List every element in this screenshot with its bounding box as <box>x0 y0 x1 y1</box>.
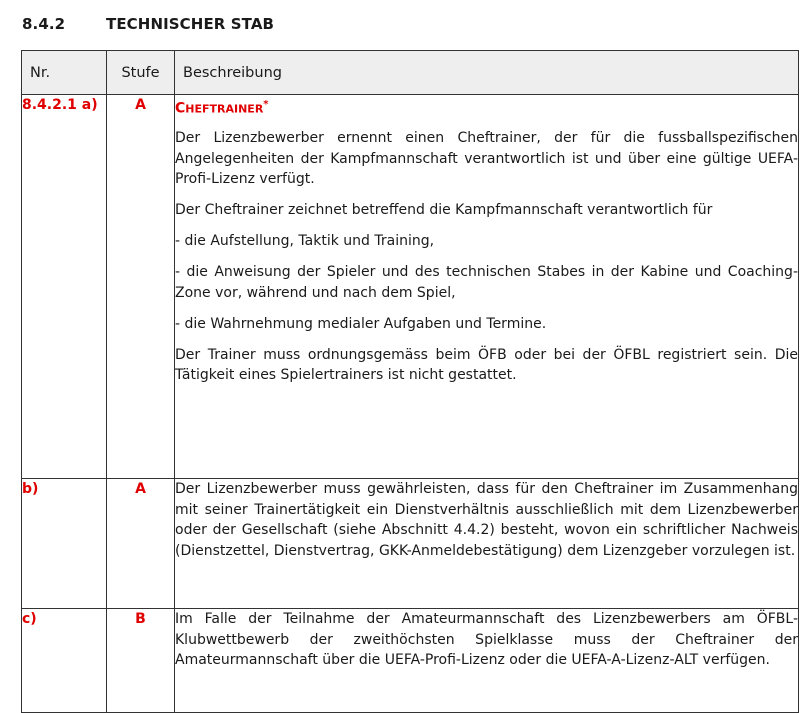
section-heading <box>22 13 274 35</box>
requirements-table <box>21 50 799 713</box>
table-row <box>22 609 799 713</box>
paragraph: Im Falle der Teilnahme der Amateurmannschaft des Lizenzbewerbers am ÖFBL-Klubwettbewerb der zweithöchsten Spielklasse muss der Cheftrainer der Amateurmannschaft über die UEFA-Profi-Lizenz oder die UEFA-A-Lizenz-ALT verfügen. <box>175 611 798 668</box>
paragraph: Der Lizenzbewerber muss gewährleisten, dass für den Cheftrainer im Zusammenhang mit seiner Trainertätigkeit ein Dienstverhältnis ausschließlich mit dem Lizenzbewerber oder der Gesellschaft (siehe Abschnitt 4.4.2) besteht, wovon ein schriftlicher Nachweis (Dienstzettel, Dienstvertrag, GKK-Anmeldebestätigung) dem Lizenzgeber vorzulegen ist. <box>175 481 798 559</box>
row-description <box>175 609 799 713</box>
title-initial: C <box>175 100 186 117</box>
row-description <box>175 479 799 609</box>
header-beschreibung: Beschreibung <box>175 51 799 95</box>
section-title: TECHNISCHER STAB <box>106 15 275 33</box>
table-header-row <box>22 51 799 95</box>
paragraph: Der Lizenzbewerber ernennt einen Cheftrainer, der für die fussballspezifischen Angelegenheiten der Kampfmannschaft verantwortlich ist und über eine gültige UEFA-Profi-Lizenz verfügt. <box>175 130 798 188</box>
row-nr: 8.4.2.1 a) <box>22 95 107 479</box>
row-stufe: A <box>107 479 175 609</box>
title-rest: HEFTRAINER <box>185 102 264 116</box>
row-stufe: A <box>107 95 175 479</box>
list-item: - die Anweisung der Spieler und des technischen Stabes in der Kabine und Coaching-Zone vor, während und nach dem Spiel, <box>175 264 798 301</box>
list-item: - die Aufstellung, Taktik und Training, <box>175 233 435 250</box>
table-row <box>22 95 799 479</box>
list-item: - die Wahrnehmung medialer Aufgaben und Termine. <box>175 315 547 332</box>
header-nr: Nr. <box>22 51 107 95</box>
section-number: 8.4.2 <box>22 15 66 33</box>
row-nr: c) <box>22 609 107 713</box>
paragraph: Der Cheftrainer zeichnet betreffend die Kampfmannschaft verantwortlich für <box>175 202 713 219</box>
title-mark: * <box>263 99 269 110</box>
row-nr: b) <box>22 479 107 609</box>
paragraph: Der Trainer muss ordnungsgemäss beim ÖFB oder bei der ÖFBL registriert sein. Die Tätigkeit eines Spielertrainers ist nicht gestattet. <box>175 346 798 384</box>
row-description <box>175 95 799 479</box>
row-stufe: B <box>107 609 175 713</box>
table-row <box>22 479 799 609</box>
cheftrainer-title <box>175 95 798 120</box>
header-stufe: Stufe <box>107 51 175 95</box>
